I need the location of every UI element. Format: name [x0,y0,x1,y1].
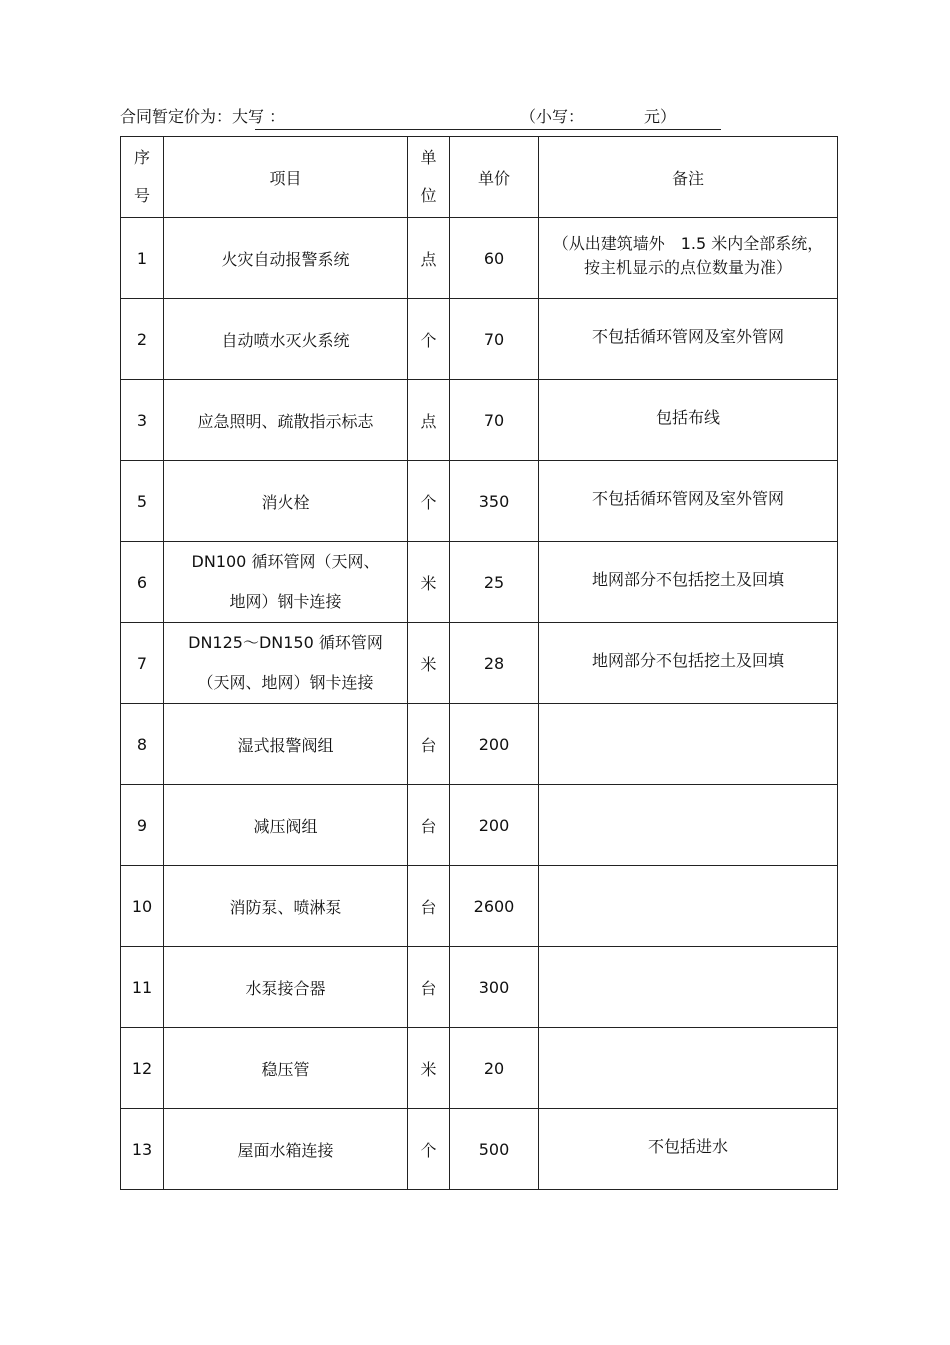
note-line: 不包括循环管网及室外管网 [591,489,784,508]
cell-price: 200 [450,785,539,866]
cell-unit: 台 [408,785,450,866]
cell-price: 2600 [450,866,539,947]
table-row [121,947,838,1028]
cell-unit: 个 [408,299,450,380]
table-row [121,380,838,461]
cell-unit: 个 [408,1109,450,1190]
header-price: 单价 [450,137,539,218]
cell-note [539,542,838,623]
cell-seq: 1 [121,218,164,299]
header-unit-bottom: 位 [420,186,437,205]
cell-item: 湿式报警阀组 [164,704,408,785]
cell-seq: 13 [121,1109,164,1190]
cell-note [539,623,838,704]
small-amount-open: （小写： [520,107,585,126]
header-seq-bottom: 号 [133,186,150,205]
contract-price-line [120,104,730,130]
cell-unit: 台 [408,866,450,947]
cell-note [539,866,838,947]
cell-price: 70 [450,299,539,380]
table-header-row [121,137,838,218]
table-row [121,704,838,785]
cell-unit: 米 [408,1028,450,1109]
cell-seq: 9 [121,785,164,866]
note-line: 地网部分不包括挖土及回填 [591,651,784,670]
cell-unit: 个 [408,461,450,542]
cell-price: 500 [450,1109,539,1190]
cell-item: 水泵接合器 [164,947,408,1028]
cell-unit: 台 [408,947,450,1028]
table-row [121,542,838,623]
note-line: 包括布线 [655,408,720,427]
cell-note [539,1028,838,1109]
item-line: （天网、地网）钢卡连接 [197,673,374,692]
cell-unit: 台 [408,704,450,785]
cell-item: 自动喷水灭火系统 [164,299,408,380]
header-seq-top: 序 [133,148,150,167]
cell-item: 稳压管 [164,1028,408,1109]
cell-seq: 2 [121,299,164,380]
cell-note [539,785,838,866]
cell-price: 300 [450,947,539,1028]
cell-item: 减压阀组 [164,785,408,866]
header-note: 备注 [539,137,838,218]
cell-seq: 7 [121,623,164,704]
cell-seq: 11 [121,947,164,1028]
note-line: （从出建筑墙外 1.5 米内全部系统， [552,234,824,253]
cell-unit: 米 [408,542,450,623]
item-line: DN125～DN150 循环管网 [188,633,383,652]
cell-price: 70 [450,380,539,461]
table-row [121,1109,838,1190]
price-table [120,136,838,1190]
cell-seq: 6 [121,542,164,623]
cell-note [539,218,838,299]
cell-price: 20 [450,1028,539,1109]
cell-note [539,299,838,380]
cell-seq: 10 [121,866,164,947]
table-row [121,461,838,542]
header-unit-top: 单 [420,148,437,167]
cell-item: 火灾自动报警系统 [164,218,408,299]
note-line: 按主机显示的点位数量为准） [583,258,792,277]
cell-note [539,1109,838,1190]
table-row [121,866,838,947]
cell-item: 消防泵、喷淋泵 [164,866,408,947]
cell-item: 消火栓 [164,461,408,542]
cell-price: 200 [450,704,539,785]
small-amount-close: 元） [644,107,677,126]
cell-seq: 8 [121,704,164,785]
cell-price: 25 [450,542,539,623]
amount-underline [255,129,721,130]
header-unit [408,137,450,218]
item-line: DN100 循环管网（天网、 [191,552,380,571]
note-line: 不包括循环管网及室外管网 [591,327,784,346]
cell-seq: 3 [121,380,164,461]
header-item: 项目 [164,137,408,218]
table-row [121,785,838,866]
table-row [121,1028,838,1109]
cell-note [539,704,838,785]
table-row [121,623,838,704]
cell-seq: 5 [121,461,164,542]
table-row [121,299,838,380]
note-line: 不包括进水 [647,1137,728,1156]
item-line: 地网）钢卡连接 [229,592,342,611]
cell-item [164,623,408,704]
header-seq [121,137,164,218]
cell-item: 屋面水箱连接 [164,1109,408,1190]
cell-unit: 点 [408,218,450,299]
cell-note [539,461,838,542]
cell-price: 350 [450,461,539,542]
cell-price: 60 [450,218,539,299]
note-line: 地网部分不包括挖土及回填 [591,570,784,589]
cell-price: 28 [450,623,539,704]
table-row [121,218,838,299]
cell-note [539,947,838,1028]
contract-price-label: 合同暂定价为：大写 ： [120,107,286,126]
cell-note [539,380,838,461]
cell-unit: 米 [408,623,450,704]
cell-item [164,542,408,623]
cell-seq: 12 [121,1028,164,1109]
cell-item: 应急照明、疏散指示标志 [164,380,408,461]
cell-unit: 点 [408,380,450,461]
